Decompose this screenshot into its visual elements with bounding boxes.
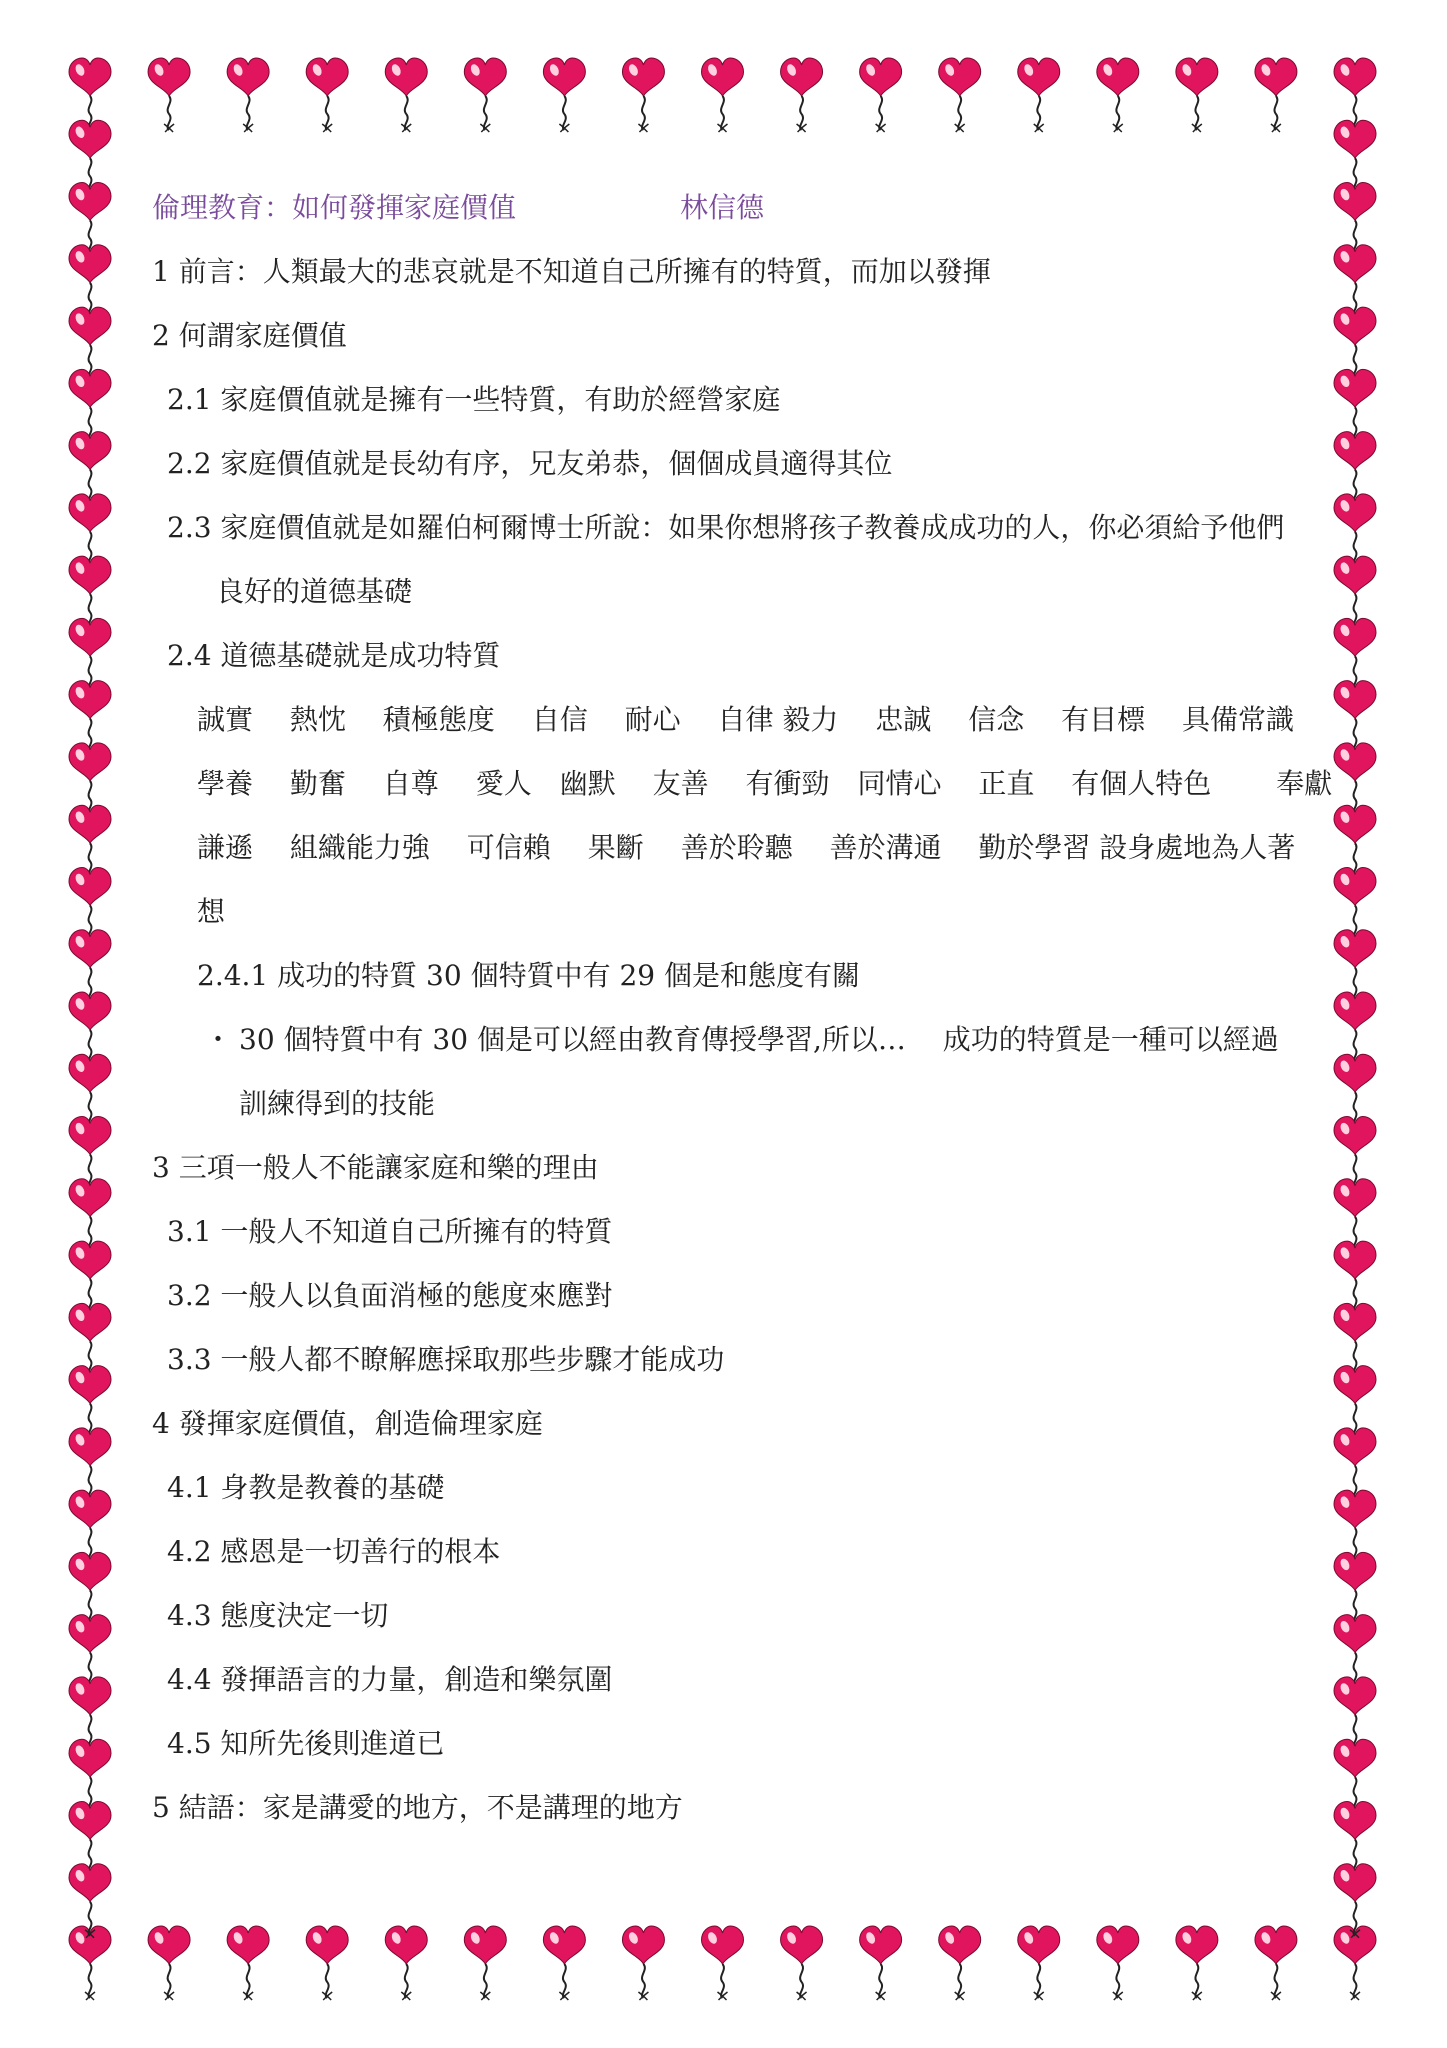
title-row (152, 176, 1332, 240)
item-2-3: 2.3 家庭價值就是如羅伯柯爾博士所說：如果你想將孩子教養成成功的人，你必須給予他們 (167, 511, 1285, 544)
trait-row: 謙遜 組織能力強 可信賴 果斷 善於聆聽 善於溝通 勤於學習 設身處地為人著 (197, 831, 1296, 864)
heart-balloon-icon (69, 1428, 111, 1502)
heart-balloon-icon (1334, 930, 1376, 1004)
item-2-4: 2.4 道德基礎就是成功特質 (167, 639, 501, 672)
heart-balloon-icon (69, 1615, 111, 1689)
heart-balloon-icon (860, 58, 902, 132)
heart-balloon-icon (781, 58, 823, 132)
heart-balloon-icon (1334, 618, 1376, 692)
heading-2: 2 何謂家庭價值 (152, 319, 347, 352)
heart-balloon-icon (148, 1926, 190, 2000)
heart-balloon-icon (1018, 1926, 1060, 2000)
heart-balloon-icon (385, 1926, 427, 2000)
heart-balloon-icon (939, 1926, 981, 2000)
heart-balloon-icon (1176, 58, 1218, 132)
heart-balloon-icon (227, 1926, 269, 2000)
heart-balloon-icon (1334, 1677, 1376, 1751)
heart-balloon-icon (69, 1677, 111, 1751)
line-intro: 1 前言：人類最大的悲哀就是不知道自己所擁有的特質，而加以發揮 (152, 255, 991, 288)
item-2-3-cont: 良好的道德基礎 (216, 575, 413, 608)
heart-balloon-icon (69, 805, 111, 879)
heart-balloon-icon (1334, 1241, 1376, 1315)
heart-balloon-icon (1097, 58, 1139, 132)
heart-balloon-icon (1334, 681, 1376, 755)
trait-row: 誠實 熱忱 積極態度 自信 耐心 自律 毅力 忠誠 信念 有目標 具備常識 (197, 703, 1295, 736)
heart-balloon-icon (306, 1926, 348, 2000)
item-2-2: 2.2 家庭價值就是長幼有序，兄友弟恭，個個成員適得其位 (167, 447, 893, 480)
heart-balloon-icon (1334, 494, 1376, 568)
heart-balloon-icon (1334, 1179, 1376, 1253)
heart-balloon-icon (939, 58, 981, 132)
heart-balloon-icon (69, 1303, 111, 1377)
heart-balloon-icon (1334, 432, 1376, 506)
heart-balloon-icon (1255, 1926, 1297, 2000)
heart-balloon-icon (543, 1926, 585, 2000)
heart-balloon-icon (306, 58, 348, 132)
item-4-5: 4.5 知所先後則進道已 (167, 1727, 445, 1760)
item-4-1: 4.1 身教是教養的基礎 (167, 1471, 445, 1504)
heart-balloon-icon (69, 867, 111, 941)
document-body (152, 176, 1332, 1840)
heart-balloon-icon (1176, 1926, 1218, 2000)
heart-balloon-icon (1334, 1739, 1376, 1813)
heart-balloon-icon (1334, 307, 1376, 381)
item-2-4-1: 2.4.1 成功的特質 30 個特質中有 29 個是和態度有關 (197, 959, 861, 992)
heart-balloon-icon (1018, 58, 1060, 132)
heart-balloon-icon (69, 681, 111, 755)
heart-balloon-icon (69, 307, 111, 381)
heart-balloon-icon (1334, 992, 1376, 1066)
heart-balloon-icon (1334, 1864, 1376, 1938)
heart-balloon-icon (69, 369, 111, 443)
trait-row: 學養 勤奮 自尊 愛人 幽默 友善 有衝勁 同情心 正直 有個人特色 奉獻 (197, 767, 1333, 800)
heart-balloon-icon (1334, 1303, 1376, 1377)
heart-balloon-icon (1334, 1428, 1376, 1502)
heart-balloon-icon (702, 1926, 744, 2000)
heart-balloon-icon (69, 1117, 111, 1191)
heart-balloon-icon (702, 58, 744, 132)
heart-balloon-icon (1334, 1615, 1376, 1689)
heart-balloon-icon (69, 1801, 111, 1875)
heart-balloon-icon (1334, 1926, 1376, 2000)
heart-balloon-icon (69, 1926, 111, 2000)
heart-balloon-icon (1255, 58, 1297, 132)
heart-balloon-icon (69, 992, 111, 1066)
heart-balloon-icon (781, 1926, 823, 2000)
heart-balloon-icon (69, 1552, 111, 1626)
heart-balloon-icon (622, 1926, 664, 2000)
heart-balloon-icon (464, 58, 506, 132)
heart-balloon-icon (385, 58, 427, 132)
heart-balloon-icon (1334, 1054, 1376, 1128)
heart-balloon-icon (69, 930, 111, 1004)
heart-balloon-icon (1334, 743, 1376, 817)
heart-balloon-icon (1334, 556, 1376, 630)
heart-balloon-icon (69, 1054, 111, 1128)
heart-balloon-icon (464, 1926, 506, 2000)
heart-balloon-icon (1334, 1801, 1376, 1875)
heart-balloon-icon (69, 1366, 111, 1440)
heart-balloon-icon (622, 58, 664, 132)
heart-balloon-icon (69, 556, 111, 630)
heart-balloon-icon (1334, 1117, 1376, 1191)
trait-row: 想 (197, 895, 226, 928)
heart-balloon-icon (1334, 58, 1376, 132)
heading-3: 3 三項一般人不能讓家庭和樂的理由 (152, 1151, 599, 1184)
heart-balloon-icon (69, 494, 111, 568)
heart-balloon-icon (69, 432, 111, 506)
heart-balloon-icon (69, 1490, 111, 1564)
heart-balloon-icon (1334, 1490, 1376, 1564)
heart-balloon-icon (69, 1179, 111, 1253)
bullet-marker: ・ (204, 1023, 233, 1056)
heart-balloon-icon (69, 245, 111, 319)
item-4-3: 4.3 態度決定一切 (167, 1599, 389, 1632)
author-name: 林信德 (680, 191, 765, 224)
bullet-text-cont: 訓練得到的技能 (239, 1087, 436, 1120)
heart-balloon-icon (1334, 867, 1376, 941)
heart-balloon-icon (69, 618, 111, 692)
heart-balloon-icon (69, 120, 111, 194)
document-title: 倫理教育：如何發揮家庭價值 (152, 191, 517, 224)
heart-balloon-icon (1334, 120, 1376, 194)
item-3-3: 3.3 一般人都不瞭解應採取那些步驟才能成功 (167, 1343, 725, 1376)
trait-list (152, 688, 1332, 944)
bullet-item (152, 1008, 1332, 1136)
heart-balloon-icon (69, 1864, 111, 1938)
heart-balloon-icon (543, 58, 585, 132)
item-4-2: 4.2 感恩是一切善行的根本 (167, 1535, 501, 1568)
heart-balloon-icon (1334, 1366, 1376, 1440)
conclusion: 5 結語：家是講愛的地方，不是講理的地方 (152, 1791, 683, 1824)
item-3-1: 3.1 一般人不知道自己所擁有的特質 (167, 1215, 613, 1248)
heading-4: 4 發揮家庭價值，創造倫理家庭 (152, 1407, 543, 1440)
bullet-text: 30 個特質中有 30 個是可以經由教育傳授學習,所以… 成功的特質是一種可以經過 (239, 1023, 1279, 1056)
heart-balloon-icon (69, 1241, 111, 1315)
heart-balloon-icon (69, 743, 111, 817)
item-4-4: 4.4 發揮語言的力量，創造和樂氛圍 (167, 1663, 613, 1696)
heart-balloon-icon (148, 58, 190, 132)
heart-balloon-icon (1334, 805, 1376, 879)
heart-balloon-icon (1334, 369, 1376, 443)
heart-balloon-icon (1334, 1552, 1376, 1626)
heart-balloon-icon (69, 58, 111, 132)
item-3-2: 3.2 一般人以負面消極的態度來應對 (167, 1279, 613, 1312)
heart-balloon-icon (227, 58, 269, 132)
heart-balloon-icon (69, 183, 111, 257)
heart-balloon-icon (69, 1739, 111, 1813)
heart-balloon-icon (860, 1926, 902, 2000)
heart-balloon-icon (1097, 1926, 1139, 2000)
item-2-1: 2.1 家庭價值就是擁有一些特質，有助於經營家庭 (167, 383, 781, 416)
heart-balloon-icon (1334, 245, 1376, 319)
heart-balloon-icon (1334, 183, 1376, 257)
